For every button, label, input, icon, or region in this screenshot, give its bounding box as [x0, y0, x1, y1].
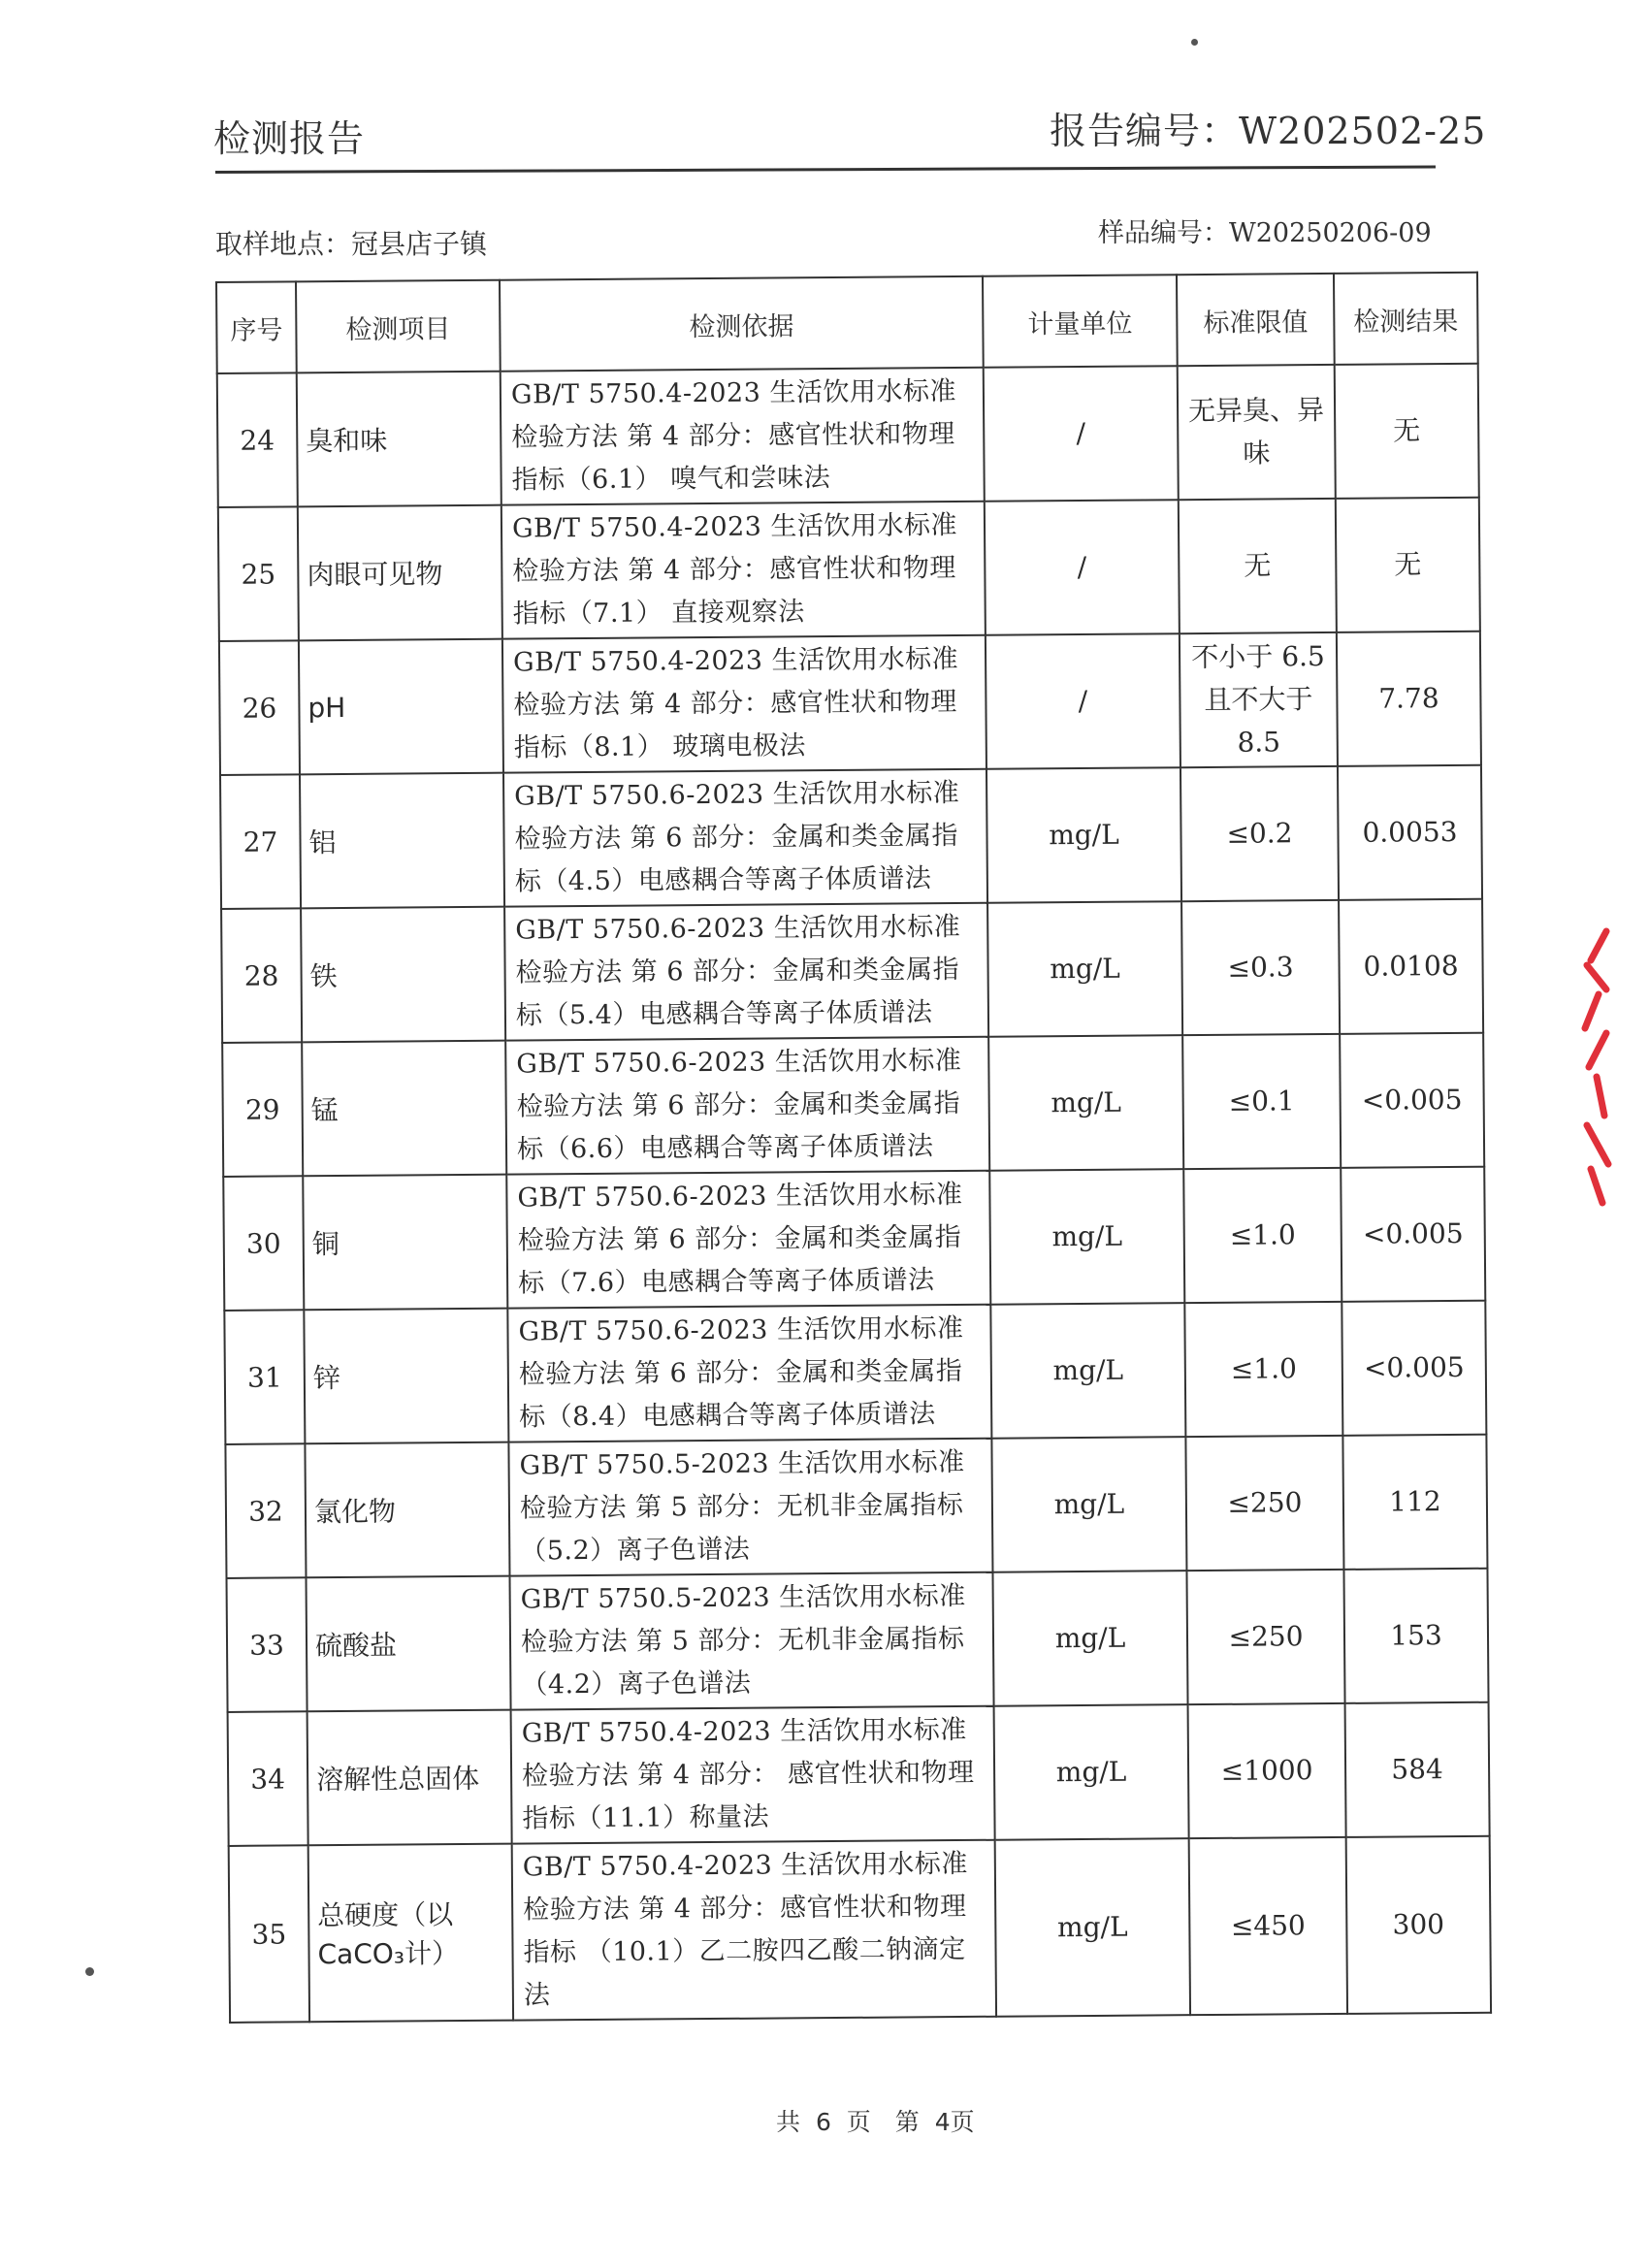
report-number: 报告编号：W202502-25	[1050, 110, 1487, 152]
row-basis: GB/T 5750.6-2023 生活饮用水标准检验方法 第 6 部分：金属和类金属指标（5.4）电感耦合等离子体质谱法	[504, 903, 988, 1041]
table-row	[229, 1836, 1491, 2023]
table-row	[217, 364, 1479, 507]
row-number: 29	[222, 1042, 303, 1177]
row-basis: GB/T 5750.4-2023 生活饮用水标准检验方法 第 4 部分：感官性状和物理指标（8.1） 玻璃电极法	[502, 635, 986, 773]
row-unit: mg/L	[995, 1838, 1190, 2017]
table-row	[221, 899, 1483, 1043]
row-limit: 不小于 6.5 且不大于 8.5	[1180, 632, 1338, 767]
row-limit: ≤0.1	[1182, 1034, 1341, 1169]
row-basis: GB/T 5750.4-2023 生活饮用水标准检验方法 第 4 部分：感官性状和物理指标（7.1） 直接观察法	[501, 502, 986, 639]
row-item: 锌	[304, 1309, 508, 1444]
table-row	[219, 632, 1481, 775]
sampling-location: 取样地点：冠县店子镇	[215, 228, 488, 260]
row-unit: /	[984, 366, 1179, 502]
scan-speck	[1191, 39, 1198, 46]
row-number: 31	[224, 1310, 305, 1444]
row-item: 锰	[302, 1041, 506, 1177]
table-row	[218, 498, 1480, 641]
row-item: 总硬度（以CaCO₃计）	[308, 1844, 513, 2023]
page-footer: 共 6 页 第 4页	[776, 2108, 975, 2136]
row-item: pH	[299, 639, 503, 775]
row-result: 0.0053	[1338, 765, 1482, 900]
row-unit: mg/L	[992, 1571, 1187, 1706]
row-unit: /	[985, 500, 1180, 635]
row-item: 氯化物	[305, 1442, 509, 1578]
header-rule	[215, 166, 1436, 174]
row-limit: ≤0.3	[1181, 900, 1340, 1035]
table-row	[223, 1167, 1485, 1311]
row-number: 34	[228, 1711, 308, 1846]
table-header-row	[216, 273, 1478, 373]
report-title: 检测报告	[213, 117, 366, 160]
header-result: 检测结果	[1334, 273, 1478, 365]
row-item: 硫酸盐	[306, 1576, 510, 1712]
row-result: 112	[1342, 1435, 1487, 1570]
row-unit: mg/L	[988, 1035, 1183, 1171]
table-row	[225, 1435, 1487, 1578]
row-basis: GB/T 5750.6-2023 生活饮用水标准检验方法 第 6 部分：金属和类金属指标（4.5）电感耦合等离子体质谱法	[503, 769, 987, 907]
row-limit: ≤250	[1186, 1570, 1344, 1704]
row-basis: GB/T 5750.4-2023 生活饮用水标准检验方法 第 4 部分： 感官性状和物理指标（11.1）称量法	[511, 1706, 995, 1844]
row-unit: mg/L	[991, 1437, 1186, 1572]
row-limit: 无异臭、异味	[1178, 365, 1336, 500]
row-limit: ≤450	[1189, 1837, 1347, 2015]
row-limit: 无	[1179, 499, 1337, 633]
row-item: 臭和味	[297, 372, 501, 507]
row-limit: ≤1.0	[1184, 1302, 1342, 1437]
header-unit: 计量单位	[983, 275, 1178, 368]
row-unit: mg/L	[987, 901, 1182, 1037]
header-item: 检测项目	[296, 280, 501, 373]
row-basis: GB/T 5750.4-2023 生活饮用水标准检验方法 第 4 部分：感官性状和物理指标（6.1） 嗅气和尝味法	[501, 368, 985, 505]
row-item: 铁	[301, 907, 505, 1043]
row-result: 300	[1346, 1836, 1491, 2014]
table-body	[217, 364, 1491, 2023]
table-row	[228, 1702, 1490, 1846]
table-row	[227, 1569, 1489, 1712]
row-number: 25	[218, 506, 299, 641]
row-unit: mg/L	[994, 1704, 1189, 1840]
row-basis: GB/T 5750.5-2023 生活饮用水标准检验方法 第 5 部分：无机非金属指标（4.2）离子色谱法	[509, 1572, 993, 1710]
header-basis: 检测依据	[500, 276, 984, 372]
row-basis: GB/T 5750.6-2023 生活饮用水标准检验方法 第 6 部分：金属和类金属指标（8.4）电感耦合等离子体质谱法	[507, 1305, 991, 1442]
row-result: <0.005	[1341, 1167, 1485, 1302]
row-unit: mg/L	[986, 767, 1181, 903]
row-item: 铝	[300, 773, 504, 909]
header-limit: 标准限值	[1177, 274, 1335, 366]
row-result: <0.005	[1340, 1033, 1484, 1168]
row-result: 7.78	[1337, 632, 1481, 766]
row-number: 24	[217, 373, 298, 507]
red-stamp-fragment	[1577, 922, 1616, 1213]
row-basis: GB/T 5750.4-2023 生活饮用水标准检验方法 第 4 部分：感官性状和物理指标 （10.1）乙二胺四乙酸二钠滴定法	[512, 1840, 996, 2021]
row-result: 153	[1343, 1569, 1488, 1703]
row-limit: ≤250	[1185, 1436, 1343, 1571]
row-number: 32	[225, 1443, 306, 1578]
row-number: 33	[227, 1577, 307, 1712]
row-result: 584	[1345, 1702, 1490, 1837]
row-item: 溶解性总固体	[307, 1710, 512, 1846]
results-table	[215, 272, 1492, 2024]
header-no: 序号	[216, 281, 297, 373]
row-number: 28	[221, 908, 302, 1043]
sample-number: 样品编号：W20250206-09	[1098, 218, 1432, 248]
row-item: 铜	[303, 1175, 507, 1311]
row-basis: GB/T 5750.6-2023 生活饮用水标准检验方法 第 6 部分：金属和类金属指标（7.6）电感耦合等离子体质谱法	[506, 1171, 990, 1309]
scan-speck	[85, 1967, 94, 1976]
row-limit: ≤0.2	[1180, 766, 1339, 901]
table-row	[220, 765, 1482, 909]
row-result: 0.0108	[1339, 899, 1483, 1034]
row-limit: ≤1.0	[1183, 1168, 1342, 1303]
row-number: 35	[229, 1845, 309, 2023]
row-basis: GB/T 5750.6-2023 生活饮用水标准检验方法 第 6 部分：金属和类金属指标（6.6）电感耦合等离子体质谱法	[505, 1037, 989, 1175]
row-unit: mg/L	[989, 1169, 1184, 1305]
row-unit: mg/L	[990, 1303, 1185, 1439]
row-result: <0.005	[1342, 1301, 1486, 1436]
table-row	[222, 1033, 1484, 1177]
row-number: 27	[220, 774, 301, 909]
row-item: 肉眼可见物	[298, 505, 502, 641]
row-result: 无	[1335, 364, 1479, 499]
row-unit: /	[986, 633, 1180, 769]
results-table-wrapper	[215, 272, 1492, 2024]
row-number: 26	[219, 640, 300, 775]
row-result: 无	[1336, 498, 1480, 632]
row-limit: ≤1000	[1188, 1703, 1346, 1838]
table-row	[224, 1301, 1486, 1444]
row-basis: GB/T 5750.5-2023 生活饮用水标准检验方法 第 5 部分：无机非金属指标（5.2）离子色谱法	[508, 1439, 992, 1576]
row-number: 30	[223, 1176, 304, 1311]
